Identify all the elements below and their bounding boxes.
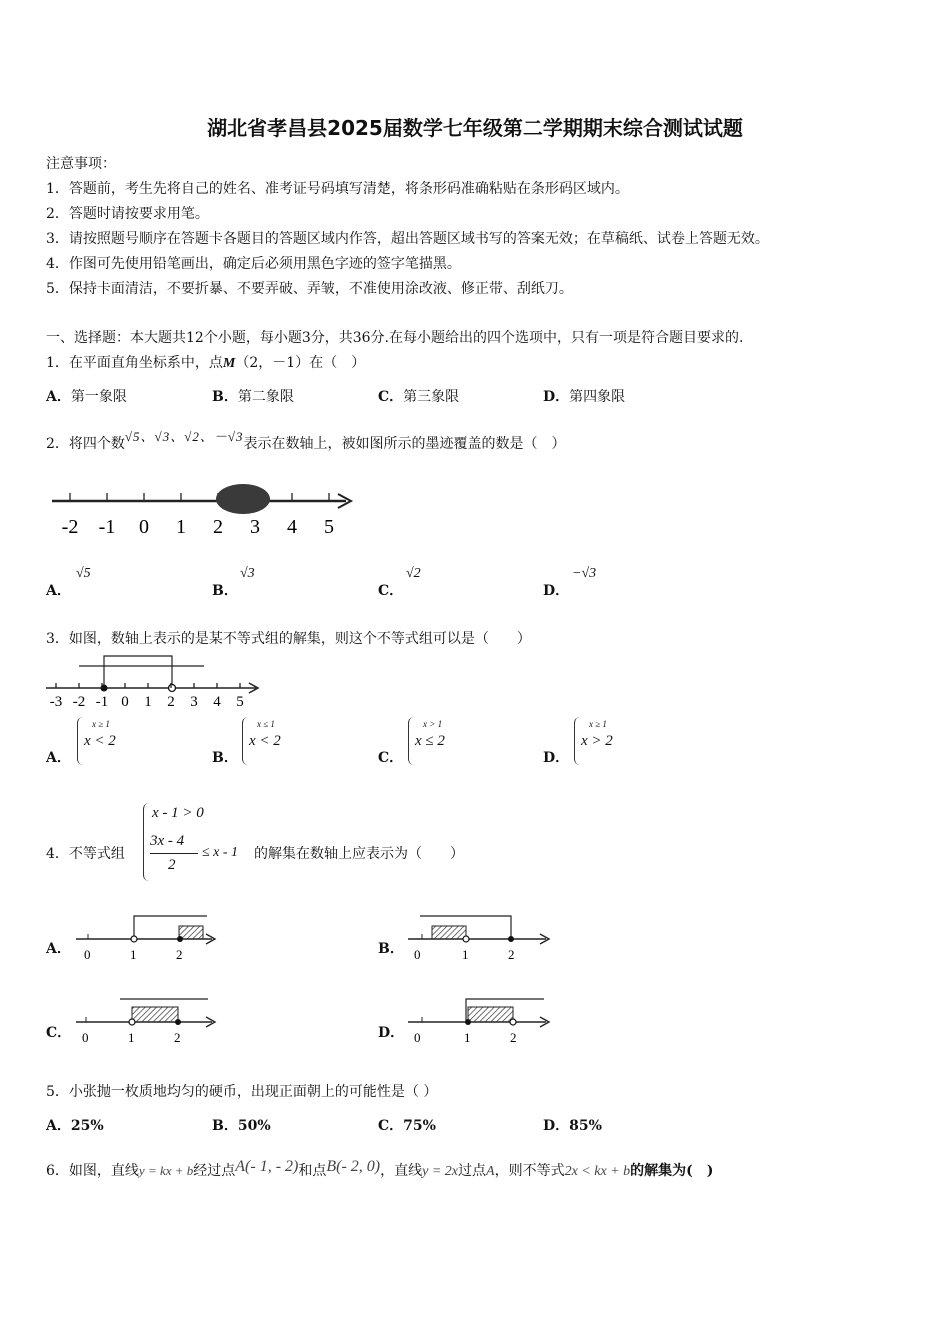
question-2-numbers: √5、√3、√2、－√3 xyxy=(124,429,244,444)
option-d[interactable]: D． xyxy=(543,750,570,766)
ink-blot xyxy=(216,484,270,514)
solution-bracket-1 xyxy=(104,656,172,688)
tick-label: 0 xyxy=(139,516,149,538)
tick-label: -3 xyxy=(49,694,63,710)
option-a[interactable]: A． xyxy=(46,750,71,766)
tick-label: 3 xyxy=(190,694,198,710)
note-item: 3．请按照题号顺序在答题卡各题目的答题区域内作答，超出答题区域书写的答案无效；在草稿纸、试卷上答题无效。 xyxy=(46,231,769,247)
tick-label: 0 xyxy=(121,694,129,710)
option-d[interactable]: D．85% xyxy=(543,1118,602,1134)
option-d-number-line xyxy=(404,995,554,1047)
option-d[interactable]: D．第四象限 xyxy=(543,389,626,405)
option-b[interactable]: B． xyxy=(378,941,404,957)
tick-0: 0 xyxy=(414,947,421,962)
option-d[interactable]: D． xyxy=(378,1025,405,1041)
note-item: 1．答题前，考生先将自己的姓名、准考证号码填写清楚，将条形码准确粘贴在条形码区域内。 xyxy=(46,181,629,197)
tick-1: 1 xyxy=(128,1030,135,1045)
tick-label: 3 xyxy=(250,516,260,538)
question-3: 3．如图，数轴上表示的是某不等式组的解集，则这个不等式组可以是（ ） xyxy=(46,631,531,647)
option-a-number-line xyxy=(72,912,222,964)
option-d[interactable]: D． xyxy=(543,583,570,599)
open-point xyxy=(169,685,176,692)
tick-label: 4 xyxy=(287,516,297,538)
option-c[interactable]: C． xyxy=(378,750,404,766)
option-b-number-line xyxy=(404,912,554,964)
tick-2: 2 xyxy=(176,947,183,962)
question-4-prefix: 4．不等式组 xyxy=(46,846,125,862)
tick-label: 5 xyxy=(236,694,244,710)
option-b[interactable]: B．50% xyxy=(212,1118,271,1134)
option-b[interactable]: B．第二象限 xyxy=(212,389,294,405)
option-c[interactable]: C．75% xyxy=(378,1118,436,1134)
question-1-text-a: 1．在平面直角坐标系中，点 xyxy=(46,355,223,371)
option-d-system: x ≥ 1 x > 2 xyxy=(574,717,635,765)
option-c-system: x > 1 x ≤ 2 xyxy=(408,717,469,765)
tick-label: -2 xyxy=(72,694,86,710)
tick-1: 1 xyxy=(462,947,469,962)
tick-2: 2 xyxy=(508,947,515,962)
option-a-system: x ≥ 1 x < 2 xyxy=(77,717,138,765)
question-2 xyxy=(46,429,566,453)
page-title: 湖北省孝昌县2025届数学七年级第二学期期末综合测试试题 xyxy=(207,116,743,140)
fraction-bar xyxy=(150,853,198,854)
tick-1: 1 xyxy=(130,947,137,962)
option-c[interactable]: C． xyxy=(378,583,404,599)
question-4-system: x - 1 > 0 3x - 4 2 ≤ x - 1 xyxy=(143,803,254,881)
note-item: 4．作图可先使用铅笔画出，确定后必须用黑色字迹的签字笔描黑。 xyxy=(46,256,461,272)
option-b[interactable]: B． xyxy=(212,750,238,766)
q2-number-line xyxy=(46,475,366,545)
note-item: 5．保持卡面清洁，不要折暴、不要弄破、弄皱，不准使用涂改液、修正带、刮纸刀。 xyxy=(46,281,573,297)
question-5: 5．小张抛一枚质地均匀的硬币，出现正面朝上的可能性是（ ） xyxy=(46,1084,438,1100)
option-c[interactable]: C． xyxy=(46,1025,72,1041)
option-a-math: √5 xyxy=(76,566,91,581)
question-1-text-b: （2，－1）在（ ） xyxy=(235,355,366,371)
note-item: 2．答题时请按要求用笔。 xyxy=(46,206,209,222)
section-heading: 一、选择题：本大题共12个小题，每小题3分，共36分.在每小题给出的四个选项中，只有一项是符合题目要求的. xyxy=(46,330,744,346)
question-1 xyxy=(46,352,365,372)
point-m: M xyxy=(222,356,236,371)
tick-label: -1 xyxy=(95,694,109,710)
tick-2: 2 xyxy=(174,1030,181,1045)
question-2-prefix: 2．将四个数 xyxy=(46,436,125,452)
tick-label: 1 xyxy=(144,694,152,710)
tick-label: -2 xyxy=(61,516,79,538)
tick-label: -1 xyxy=(98,516,116,538)
question-6: 6．如图，直线y = kx + b经过点A(- 1, - 2)和点B(- 2, 0)，直线y = 2x过点A，则不等式2x < kx + b的解集为( ) xyxy=(46,1158,714,1179)
tick-0: 0 xyxy=(82,1030,89,1045)
tick-label: 5 xyxy=(324,516,334,538)
option-c-math: √2 xyxy=(406,566,421,581)
tick-label: 1 xyxy=(176,516,186,538)
option-a[interactable]: A． xyxy=(46,583,71,599)
tick-label: 2 xyxy=(167,694,175,710)
question-4-suffix: 的解集在数轴上应表示为（ ） xyxy=(254,846,464,862)
option-a[interactable]: A．25% xyxy=(46,1118,104,1134)
tick-0: 0 xyxy=(414,1030,421,1045)
tick-label: 4 xyxy=(213,694,221,710)
q3-number-line xyxy=(44,652,274,712)
option-a[interactable]: A．第一象限 xyxy=(46,389,127,405)
option-a[interactable]: A． xyxy=(46,941,71,957)
option-c-number-line xyxy=(72,995,222,1047)
tick-2: 2 xyxy=(510,1030,517,1045)
option-b-system: x ≤ 1 x < 2 xyxy=(242,717,303,765)
option-d-math: −√3 xyxy=(572,566,597,581)
option-b[interactable]: B． xyxy=(212,583,238,599)
option-b-math: √3 xyxy=(240,566,255,581)
option-c[interactable]: C．第三象限 xyxy=(378,389,460,405)
tick-1: 1 xyxy=(464,1030,471,1045)
question-2-suffix: 表示在数轴上，被如图所示的墨迹覆盖的数是（ ） xyxy=(243,436,566,452)
notes-heading: 注意事项： xyxy=(46,156,116,172)
tick-label: 2 xyxy=(213,516,223,538)
tick-0: 0 xyxy=(84,947,91,962)
